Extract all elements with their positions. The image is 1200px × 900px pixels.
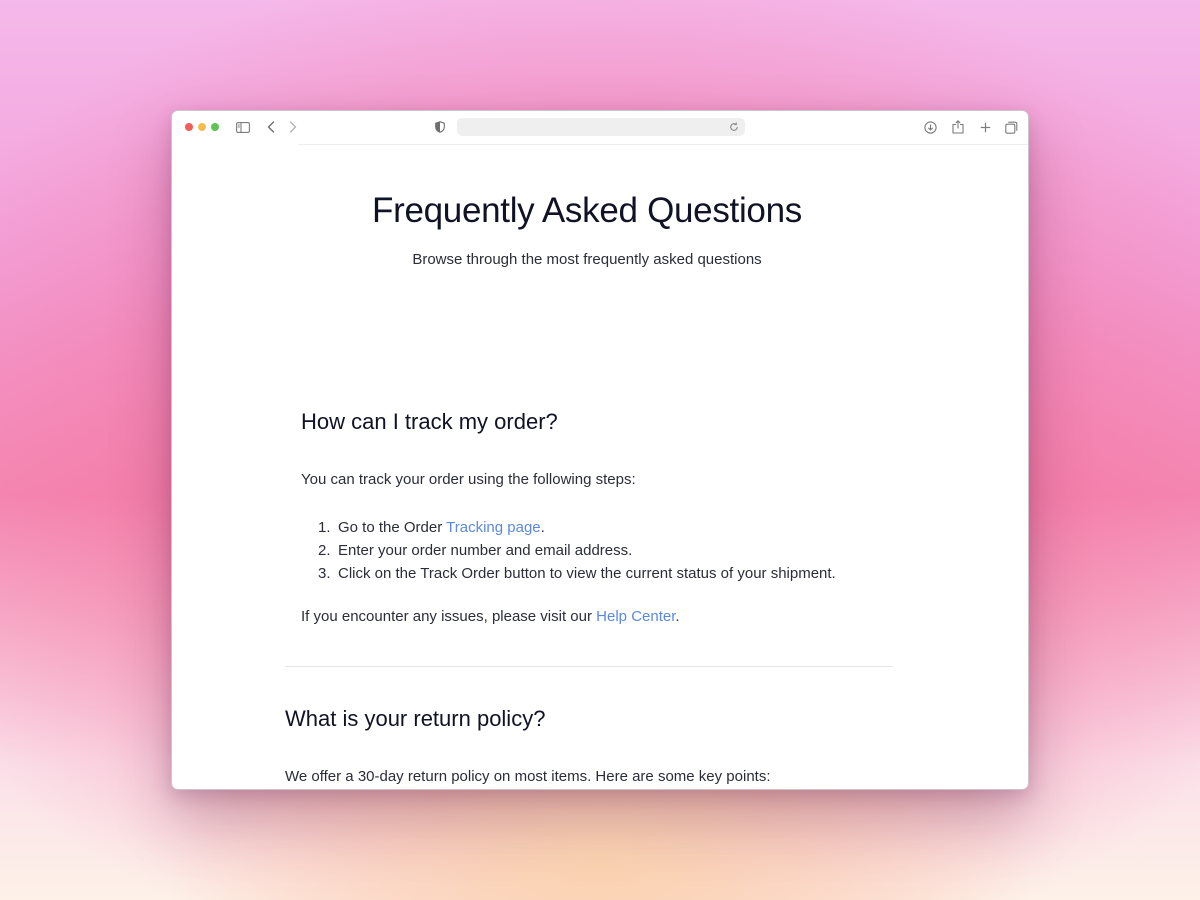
- tracking-page-link[interactable]: Tracking page: [446, 519, 541, 536]
- faq-question-return-policy: What is your return policy?: [285, 706, 546, 731]
- browser-toolbar: [172, 111, 1028, 143]
- sidebar-icon[interactable]: [235, 119, 251, 135]
- page-content: [172, 143, 1028, 790]
- close-icon[interactable]: [185, 123, 193, 131]
- zoom-icon[interactable]: [211, 123, 219, 131]
- header-divider: [298, 144, 1028, 145]
- list-item: 3. Click on the Track Order button to view the current status of your shipment.: [318, 565, 836, 582]
- section-divider: [285, 666, 893, 667]
- back-icon[interactable]: [265, 119, 277, 135]
- new-tab-icon[interactable]: [978, 119, 992, 135]
- address-bar[interactable]: [457, 118, 745, 136]
- help-center-link[interactable]: Help Center: [596, 608, 676, 625]
- forward-icon[interactable]: [287, 119, 299, 135]
- list-item: 2. Enter your order number and email address.: [318, 542, 633, 559]
- reload-icon[interactable]: [727, 119, 741, 135]
- faq-answer-intro: We offer a 30-day return policy on most items. Here are some key points:: [285, 768, 771, 785]
- faq-question-track-order: How can I track my order?: [301, 409, 558, 434]
- browser-window: [171, 110, 1029, 790]
- share-icon[interactable]: [951, 119, 965, 135]
- faq-answer-intro: You can track your order using the following steps:: [301, 471, 636, 488]
- faq-answer-footer: If you encounter any issues, please visit our Help Center.: [301, 608, 680, 625]
- page-subtitle: Browse through the most frequently asked questions: [412, 251, 762, 268]
- tabs-overview-icon[interactable]: [1004, 119, 1018, 135]
- tracking-steps-list: [318, 516, 836, 585]
- page-title: Frequently Asked Questions: [372, 191, 802, 230]
- minimize-icon[interactable]: [198, 123, 206, 131]
- list-item: 1. Go to the Order Tracking page.: [318, 519, 545, 536]
- shield-icon: [434, 119, 446, 135]
- download-icon[interactable]: [923, 119, 937, 135]
